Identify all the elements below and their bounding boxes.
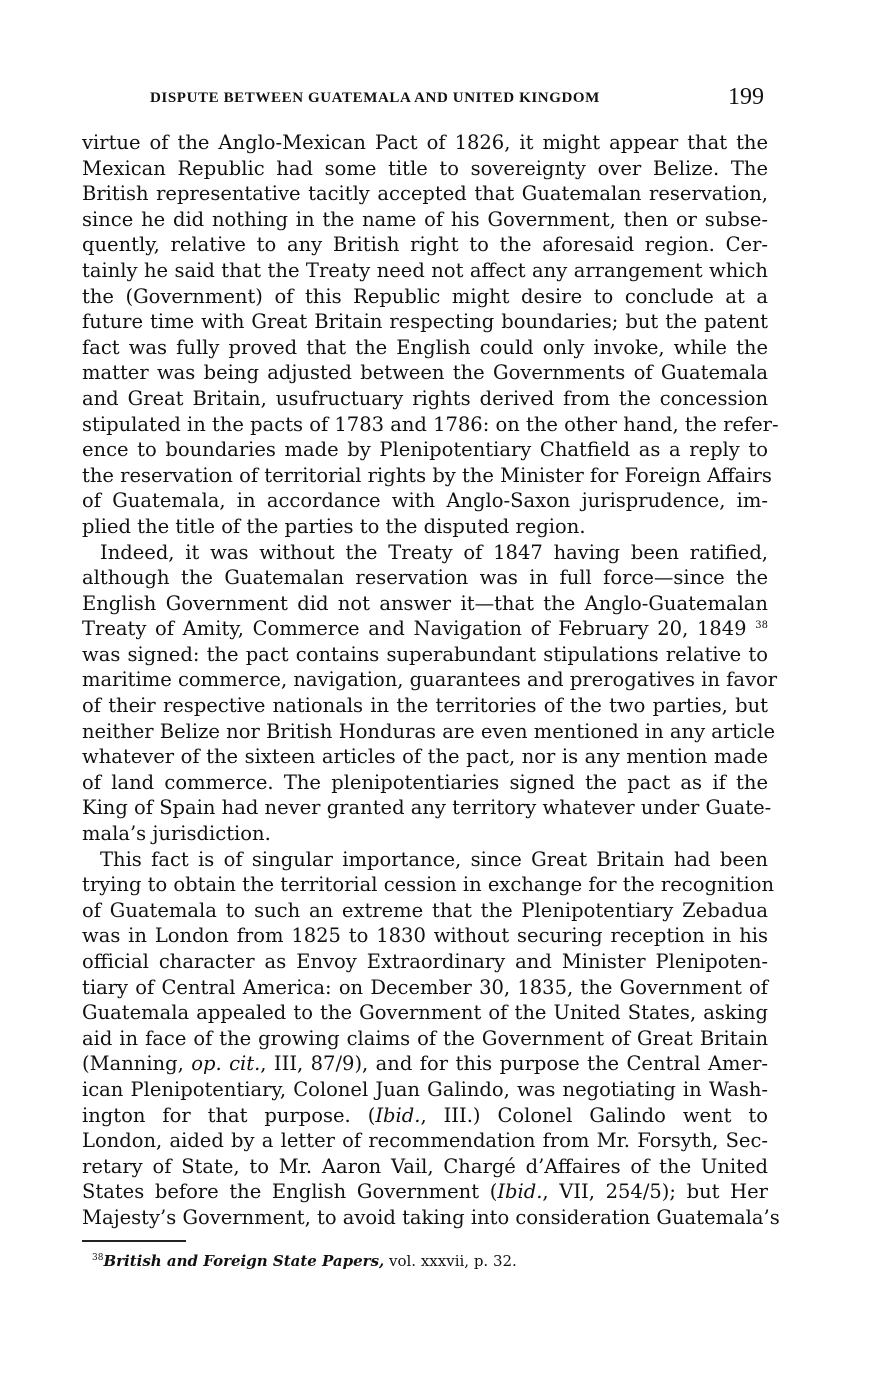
- text-line: Mexican Republic had some title to sovereignty over Belize. The: [82, 156, 768, 180]
- paragraph: [82, 130, 779, 540]
- text-line: [82, 1051, 768, 1077]
- text-line: of their respective nationals in the territories of the two parties, but: [82, 694, 768, 718]
- text-line: Indeed, it was without the Treaty of 1847 having been ratified,: [100, 540, 768, 564]
- footnote: [92, 1252, 517, 1270]
- italic-citation: op. cit.: [191, 1052, 261, 1076]
- text-line: aid in face of the growing claims of the Government of Great Britain: [82, 1026, 768, 1050]
- text-line: of Guatemala, in accordance with Anglo-Saxon jurisprudence, im-: [82, 489, 768, 513]
- text-line: although the Guatemalan reservation was in full force—since the: [82, 566, 768, 590]
- text-span: , III, 87/9), and for this purpose the Central Amer-: [260, 1052, 768, 1076]
- text-line: official character as Envoy Extraordinary and Minister Plenipoten-: [82, 950, 768, 973]
- text-line: was in London from 1825 to 1830 without securing reception in his: [82, 924, 768, 948]
- text-line: whatever of the sixteen articles of the pact, nor is any mention made: [82, 745, 768, 769]
- text-line: retary of State, to Mr. Aaron Vail, Chargé d’Affaires of the United: [82, 1154, 768, 1178]
- text-line: [82, 616, 768, 642]
- text-line: maritime commerce, navigation, guarantees and prerogatives in favor: [82, 668, 778, 692]
- text-line: London, aided by a letter of recommendation from Mr. Forsyth, Sec-: [82, 1129, 768, 1153]
- text-line: virtue of the Anglo-Mexican Pact of 1826, it might appear that the: [82, 131, 768, 154]
- footnote-title: British and Foreign State Papers,: [103, 1252, 385, 1270]
- text-line: ence to boundaries made by Plenipotentiary Chatfield as a reply to: [82, 438, 768, 462]
- text-span: (Manning,: [82, 1052, 192, 1076]
- text-line: plied the title of the parties to the disputed region.: [82, 514, 586, 538]
- text-line: English Government did not answer it—that the Anglo-Guatemalan: [82, 591, 768, 615]
- footnote-marker: 38: [92, 1253, 104, 1263]
- text-line: Guatemala appealed to the Government of the United States, asking: [82, 1001, 768, 1025]
- text-line: the reservation of territorial rights by the Minister for Foreign Affairs: [82, 463, 772, 487]
- text-line: tainly he said that the Treaty need not affect any arrangement which: [82, 258, 768, 282]
- text-line: fact was fully proved that the English could only invoke, while the: [82, 335, 768, 359]
- text-line: tiary of Central America: on December 30, 1835, the Government of: [82, 975, 768, 999]
- paragraph: [82, 847, 780, 1231]
- text-line: ican Plenipotentiary, Colonel Juan Galindo, was negotiating in Wash-: [82, 1077, 768, 1101]
- text-span: , III.) Colonel Galindo went to: [420, 1103, 768, 1127]
- page-number: 199: [728, 84, 764, 110]
- italic-citation: Ibid.: [497, 1180, 543, 1204]
- text-line: British representative tacitly accepted that Guatemalan reservation,: [82, 182, 768, 206]
- text-line: was signed: the pact contains superabundant stipulations relative to: [82, 642, 768, 666]
- body-text: [82, 130, 780, 1231]
- text-line: of Guatemala to such an extreme that the Plenipotentiary Zebadua: [82, 898, 768, 922]
- page-header: [82, 84, 768, 114]
- text-line: future time with Great Britain respecting boundaries; but the patent: [82, 310, 768, 334]
- text-line: [82, 1103, 768, 1129]
- text-span: Treaty of Amity, Commerce and Navigation of February 20, 1849: [82, 617, 747, 641]
- text-line: This fact is of singular importance, since Great Britain had been: [100, 847, 768, 871]
- text-line: neither Belize nor British Honduras are even mentioned in any article: [82, 719, 776, 743]
- text-line: [82, 1179, 768, 1205]
- italic-citation: Ibid.: [375, 1103, 421, 1127]
- text-line: quently, relative to any British right to the aforesaid region. Cer-: [82, 233, 768, 257]
- footnote-rule: [82, 1240, 186, 1242]
- footnote-ref: 38: [755, 620, 768, 632]
- footnote-text: vol. xxxvii, p. 32.: [384, 1252, 517, 1270]
- text-line: since he did nothing in the name of his Government, then or subse-: [82, 207, 768, 231]
- text-line: trying to obtain the territorial cession in exchange for the recognition: [82, 873, 775, 897]
- text-line: mala’s jurisdiction.: [82, 822, 271, 846]
- running-head: DISPUTE BETWEEN GUATEMALA AND UNITED KINGDOM: [150, 90, 600, 106]
- text-line: matter was being adjusted between the Governments of Guatemala: [82, 361, 768, 385]
- text-line: Majesty’s Government, to avoid taking into consideration Guatemala’s: [82, 1205, 780, 1229]
- paragraph: [82, 540, 778, 847]
- text-line: the (Government) of this Republic might desire to conclude at a: [82, 284, 768, 308]
- text-line: and Great Britain, usufructuary rights derived from the concession: [82, 386, 768, 410]
- text-span: ington for that purpose. (: [82, 1103, 376, 1127]
- text-line: of land commerce. The plenipotentiaries signed the pact as if the: [82, 770, 768, 794]
- text-line: stipulated in the pacts of 1783 and 1786: on the other hand, the refer-: [82, 412, 779, 436]
- text-line: King of Spain had never granted any territory whatever under Guate-: [82, 796, 772, 820]
- text-span: States before the English Government (: [82, 1180, 498, 1204]
- text-span: , VII, 254/5); but Her: [542, 1180, 769, 1204]
